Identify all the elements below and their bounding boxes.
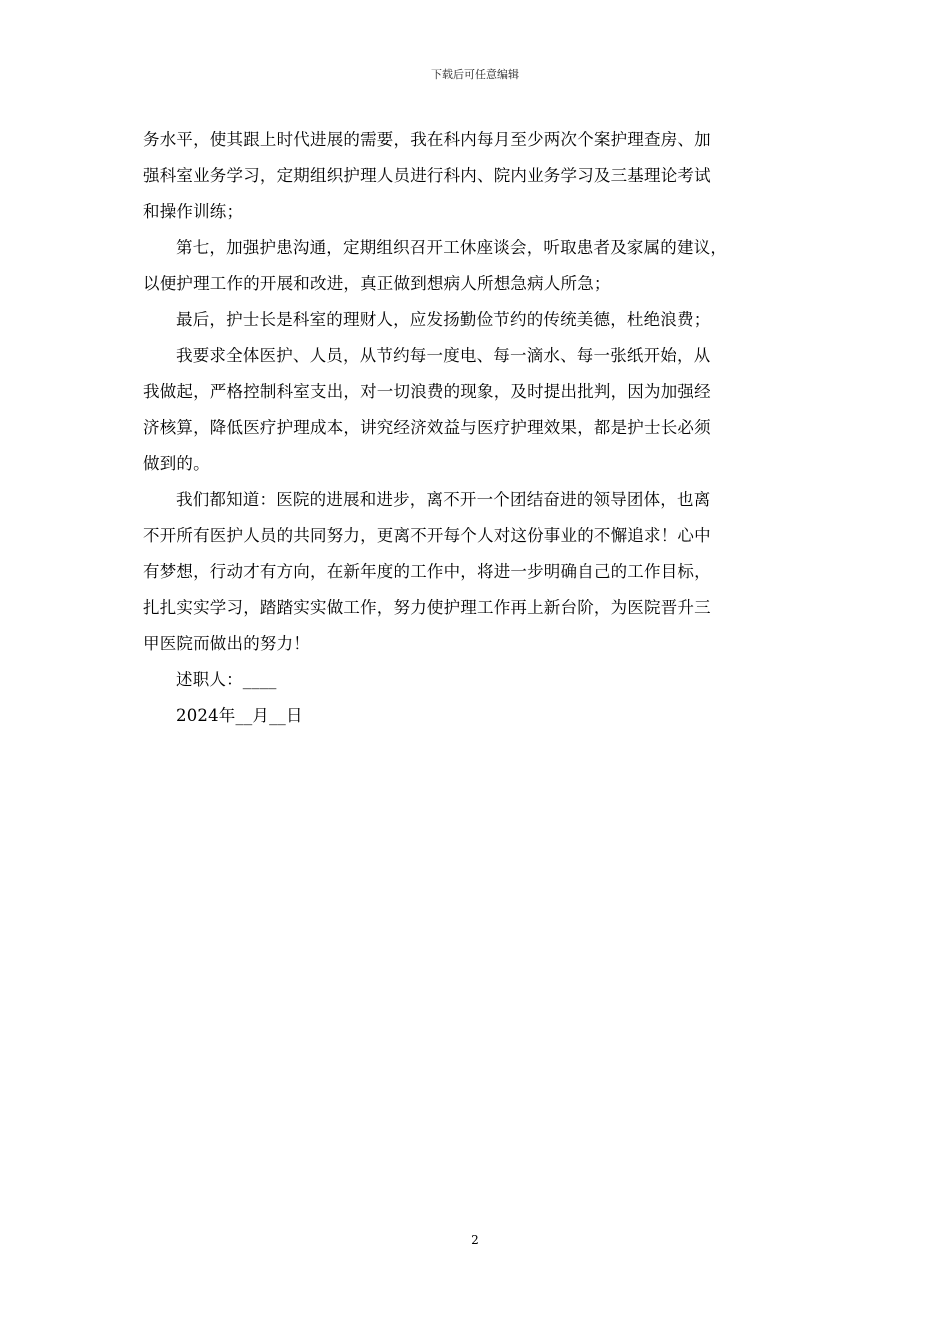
- text-line: 我做起，严格控制科室支出，对一切浪费的现象，及时提出批判，因为加强经: [143, 382, 711, 401]
- text-line: 有梦想，行动才有方向，在新年度的工作中，将进一步明确自己的工作目标，: [143, 562, 711, 581]
- text-line: 和操作训练；: [143, 202, 244, 221]
- text-line: 做到的。: [143, 454, 210, 473]
- date-line: 2024年__月__日: [176, 706, 303, 725]
- text-line: 我们都知道：医院的进展和进步，离不开一个团结奋进的领导团体，也离: [176, 490, 711, 509]
- paragraph-requirements: [143, 338, 815, 482]
- text-line: 不开所有医护人员的共同努力，更离不开每个人对这份事业的不懈追求！心中: [143, 526, 711, 545]
- paragraph-seventh: [143, 230, 815, 302]
- text-line: 甲医院而做出的努力！: [143, 634, 310, 653]
- paragraph-finally: [143, 302, 815, 338]
- paragraph-conclusion: [143, 482, 815, 662]
- text-line: 扎扎实实学习，踏踏实实做工作，努力使护理工作再上新台阶，为医院晋升三: [143, 598, 711, 617]
- text-line: 以便护理工作的开展和改进，真正做到想病人所想急病人所急；: [143, 274, 611, 293]
- paragraph-continued: [143, 122, 815, 230]
- page-header: 下载后可任意编辑: [431, 68, 519, 81]
- text-line: 强科室业务学习，定期组织护理人员进行科内、院内业务学习及三基理论考试: [143, 166, 711, 185]
- page-number: 2: [471, 1233, 479, 1247]
- document-body: [143, 122, 815, 734]
- text-line: 济核算，降低医疗护理成本，讲究经济效益与医疗护理效果，都是护士长必须: [143, 418, 711, 437]
- text-line: 第七，加强护患沟通，定期组织召开工休座谈会，听取患者及家属的建议，: [176, 238, 728, 257]
- text-line: 最后，护士长是科室的理财人，应发扬勤俭节约的传统美德，杜绝浪费；: [176, 310, 711, 329]
- signature-line: 述职人：____: [176, 670, 277, 689]
- text-line: 我要求全体医护、人员，从节约每一度电、每一滴水、每一张纸开始，从: [176, 346, 711, 365]
- text-line: 务水平，使其跟上时代进展的需要，我在科内每月至少两次个案护理查房、加: [143, 130, 711, 149]
